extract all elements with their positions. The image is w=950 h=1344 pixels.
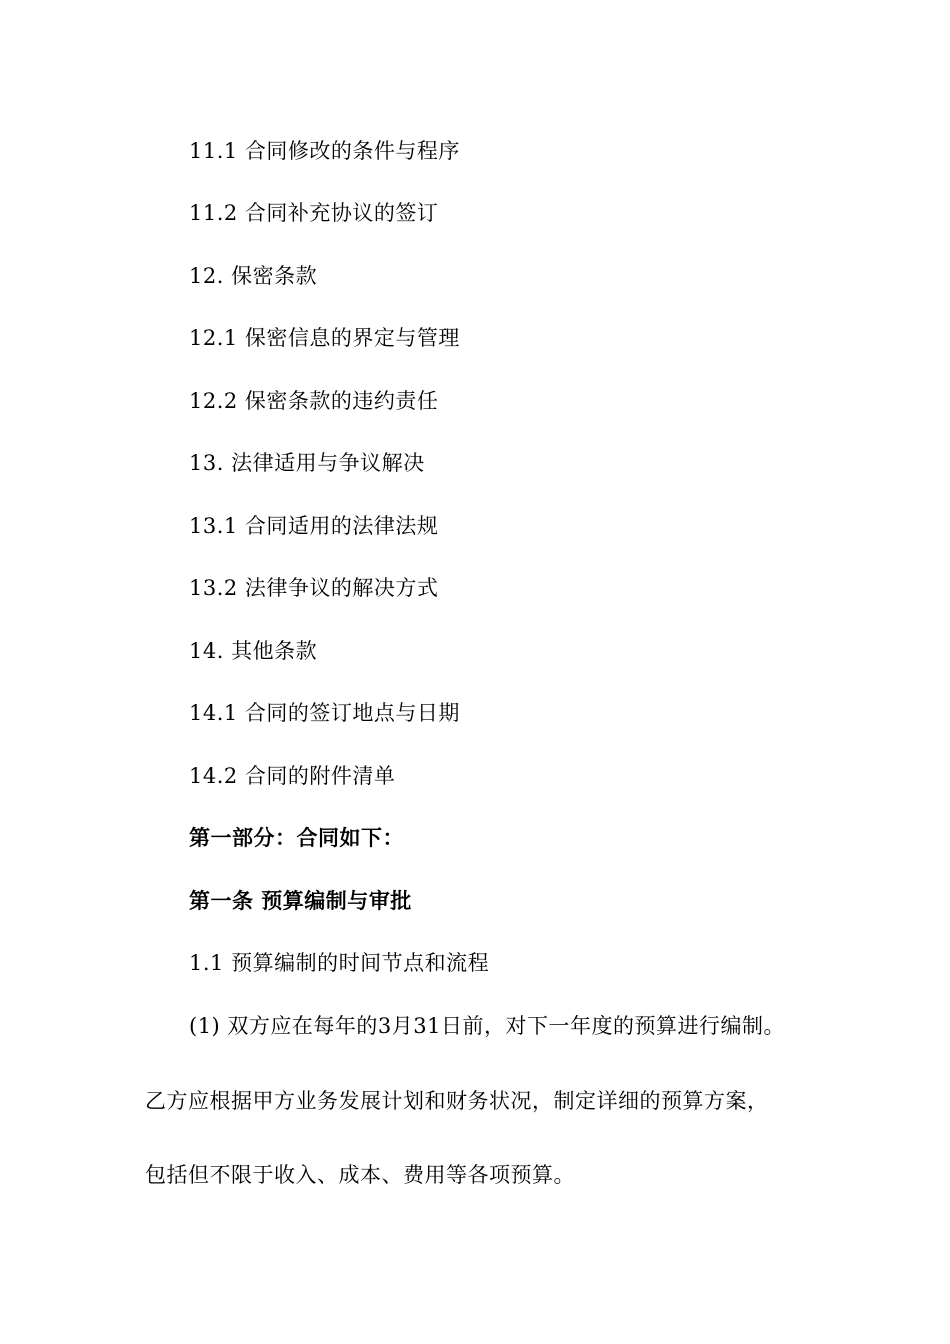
toc-line: 14.1 合同的签订地点与日期 [189,701,460,725]
article-heading: 第一条 预算编制与审批 [189,888,412,913]
toc-line: 12.2 保密条款的违约责任 [189,389,439,413]
paragraph-line: (1) 双方应在每年的3月31日前，对下一年度的预算进行编制。 [189,1014,786,1038]
part-heading: 第一部分：合同如下： [189,825,404,850]
toc-line: 13.1 合同适用的法律法规 [189,514,439,538]
toc-line: 14. 其他条款 [189,639,318,663]
toc-line: 13.2 法律争议的解决方式 [189,576,439,600]
subsection-heading: 1.1 预算编制的时间节点和流程 [189,951,490,975]
toc-line: 11.2 合同补充协议的签订 [189,201,439,225]
toc-line: 12.1 保密信息的界定与管理 [189,326,460,350]
toc-line: 11.1 合同修改的条件与程序 [189,139,460,163]
toc-line: 13. 法律适用与争议解决 [189,451,425,475]
paragraph-line: 包括但不限于收入、成本、费用等各项预算。 [145,1163,575,1187]
paragraph-line: 乙方应根据甲方业务发展计划和财务状况，制定详细的预算方案， [145,1089,769,1113]
toc-line: 12. 保密条款 [189,264,318,288]
toc-line: 14.2 合同的附件清单 [189,764,396,788]
